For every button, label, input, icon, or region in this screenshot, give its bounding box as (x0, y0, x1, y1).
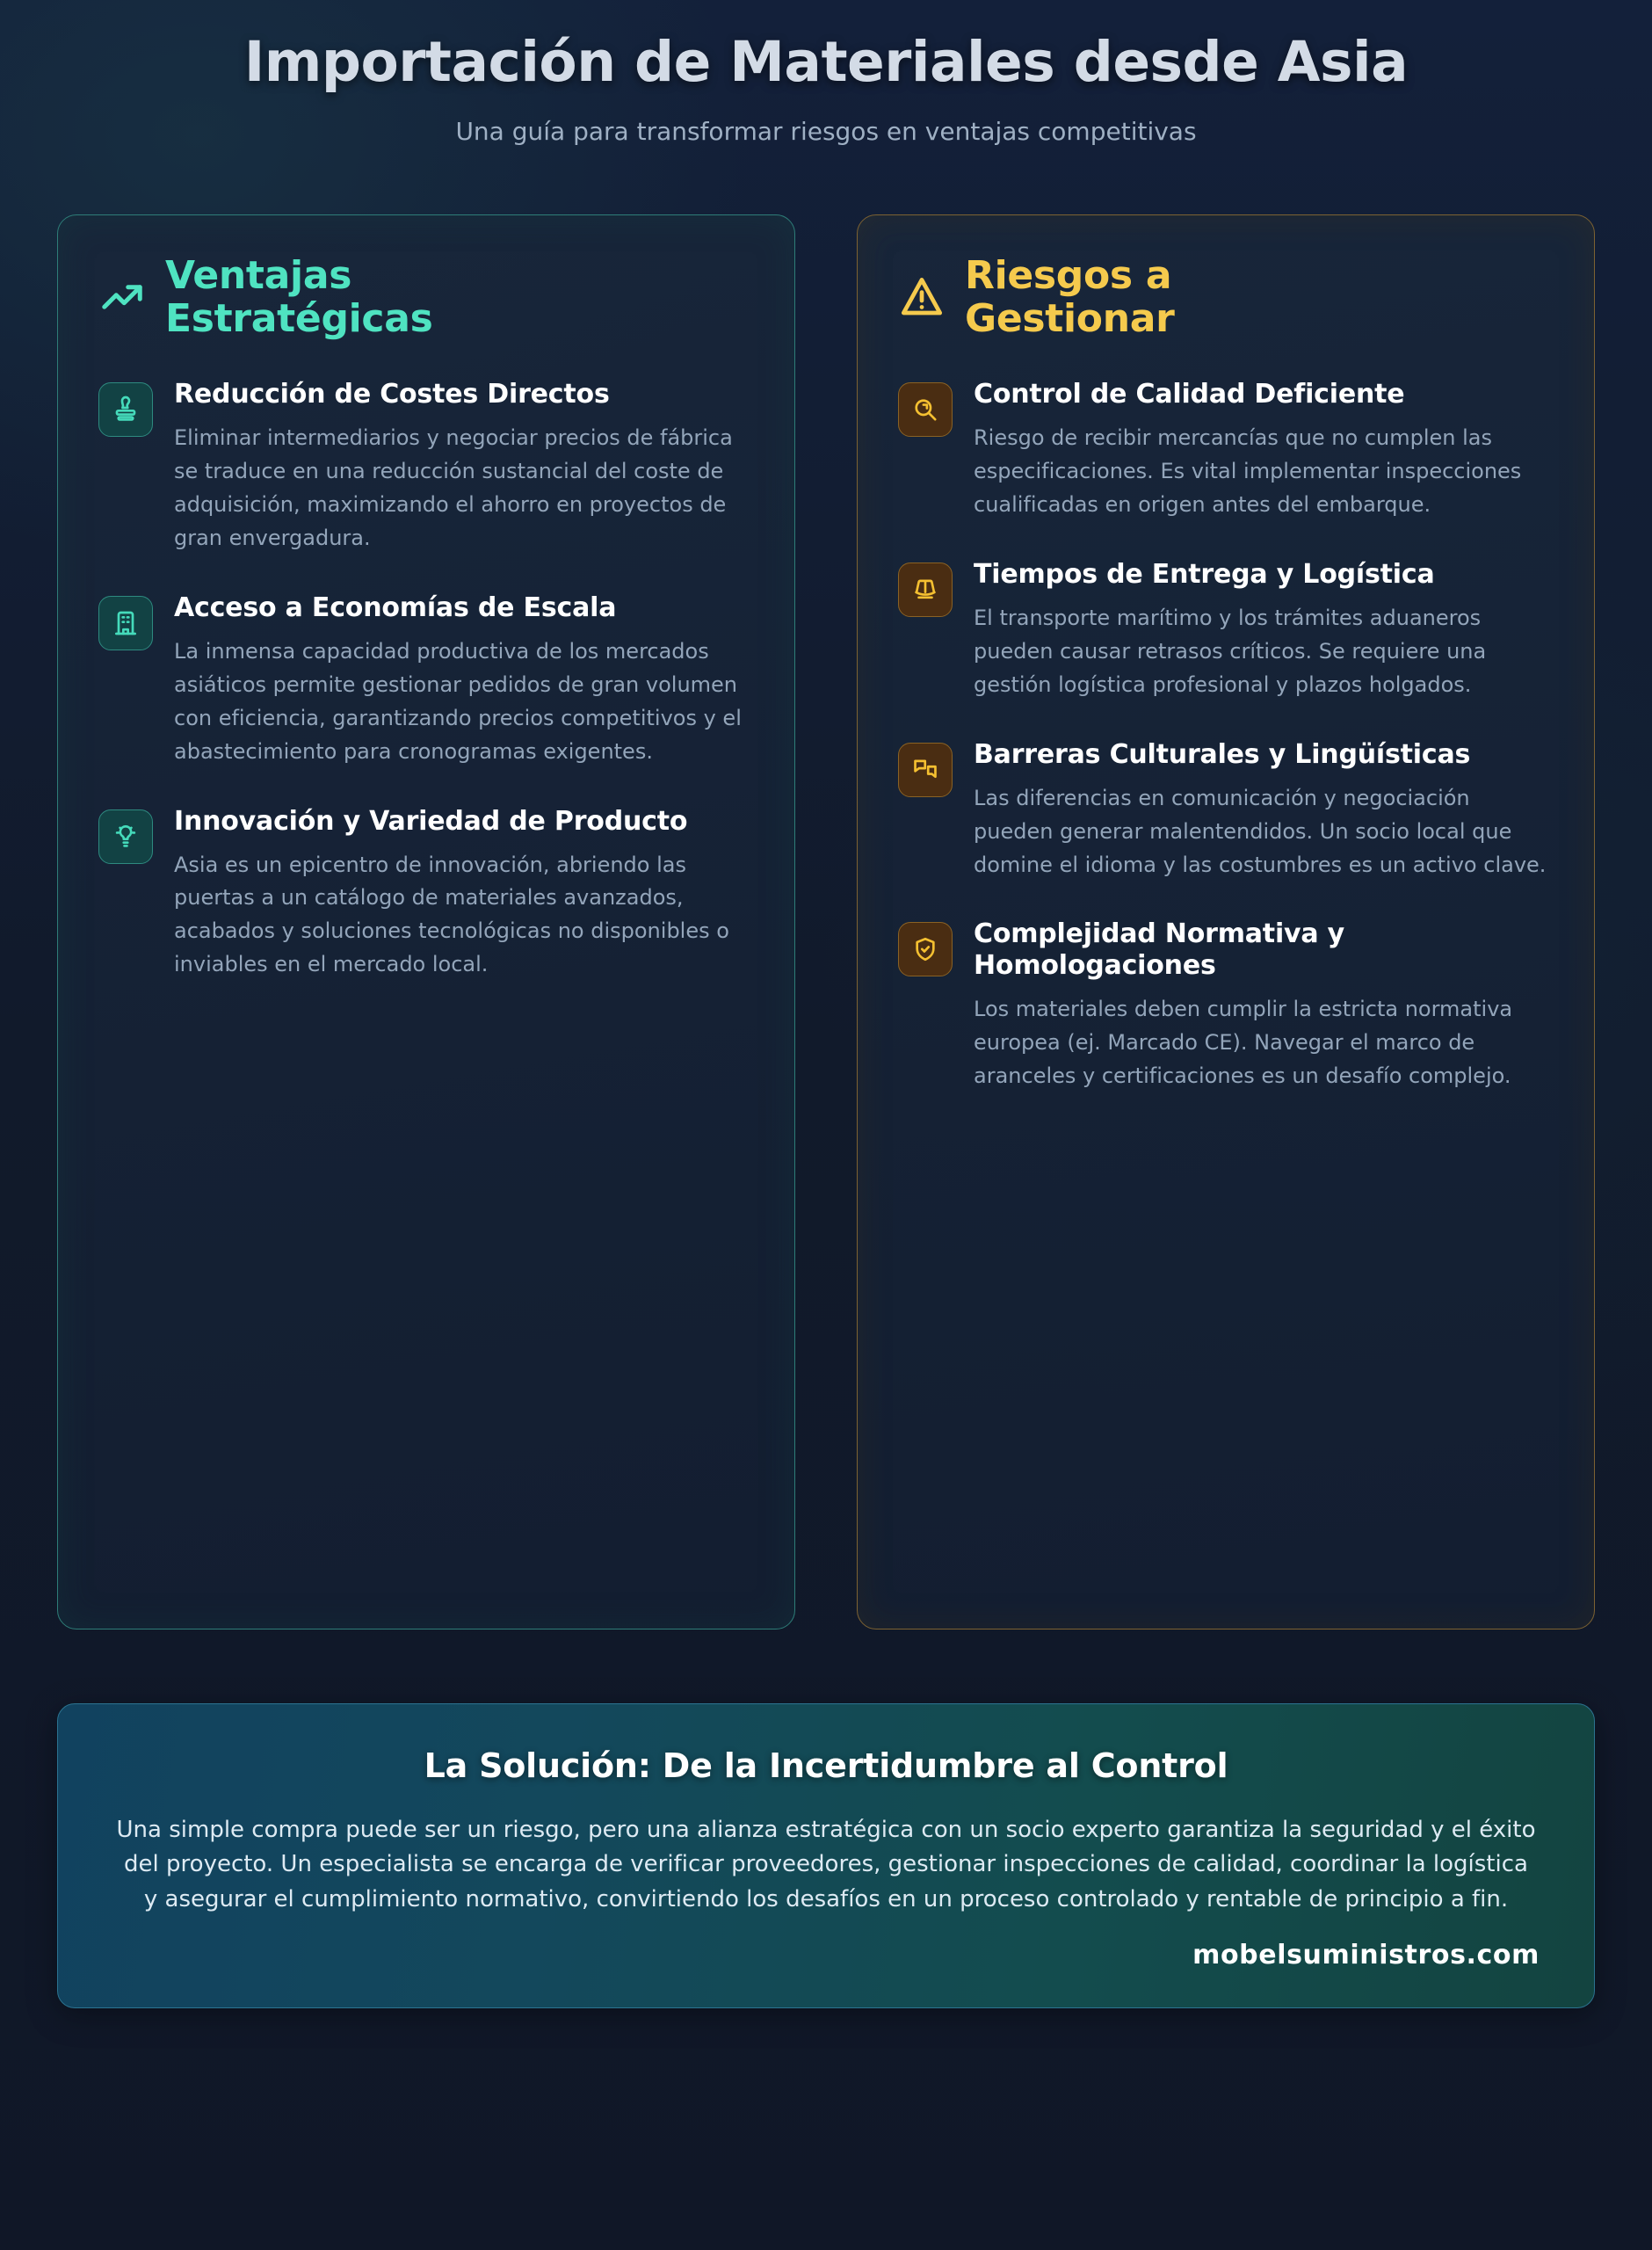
list-item-body: Eliminar intermediarios y negociar precios de fábrica se traduce en una reducción sustancial del coste de adquisición, maximizando el ahorro en proyectos de gran envergadura. (174, 425, 733, 551)
list-item-text (174, 379, 754, 555)
lightbulb-icon (112, 823, 140, 851)
list-item-text (974, 559, 1554, 702)
page-title: Importación de Materiales desde Asia (243, 30, 1409, 94)
page-subtitle: Una guía para transformar riesgos en ventajas competitivas (455, 116, 1197, 146)
list-item (98, 806, 754, 983)
list-item-text (174, 806, 754, 983)
list-item-body: El transporte marítimo y los trámites aduaneros pueden causar retrasos críticos. Se requiere una gestión logística profesional y plazos holgados. (974, 606, 1487, 697)
list-item-title: Tiempos de Entrega y Logística (974, 559, 1435, 591)
advantages-card-title: Ventajas Estratégicas (165, 252, 433, 342)
factory-building-icon (112, 609, 140, 637)
list-item-title: Control de Calidad Deficiente (974, 379, 1405, 410)
list-item-text (974, 379, 1554, 522)
risks-card-header (898, 254, 1554, 341)
shield-check-icon (911, 935, 939, 963)
list-item (898, 739, 1554, 882)
risks-card-title: Riesgos a Gestionar (965, 252, 1175, 342)
lightbulb-icon-box (98, 809, 153, 864)
list-item-title: Barreras Culturales y Lingüísticas (974, 738, 1471, 770)
solution-body: Una simple compra puede ser un riesgo, pero una alianza estratégica con un socio experto garantiza la seguridad y el éxito del proyecto. Un especialista se encarga de verificar proveedores, gestionar inspecciones de calidad, coordinar la logística y asegurar el cumplimiento normativo, convirtiendo los desafíos en un proceso controlado y rentable de principio a fin. (116, 1816, 1536, 1912)
list-item-title: Innovación y Variedad de Producto (174, 805, 688, 837)
cargo-ship-icon-box (898, 562, 953, 617)
magnifier-quality-icon (911, 396, 939, 424)
magnifier-quality-icon-box (898, 382, 953, 437)
speech-bubbles-icon (911, 756, 939, 784)
risks-card (857, 214, 1595, 1629)
list-item (898, 379, 1554, 522)
list-item-title: Reducción de Costes Directos (174, 379, 610, 410)
advantages-card-header (98, 254, 754, 341)
list-item-title: Acceso a Economías de Escala (174, 592, 617, 623)
shield-check-icon-box (898, 922, 953, 976)
list-item (898, 559, 1554, 702)
cargo-ship-icon (911, 576, 939, 604)
list-item (898, 918, 1554, 1093)
factory-building-icon-box (98, 596, 153, 650)
list-item (98, 379, 754, 555)
list-item-body: Riesgo de recibir mercancías que no cumplen las especificaciones. Es vital implementar inspecciones cualificadas en origen antes del embarque. (974, 425, 1522, 518)
page-header (57, 0, 1595, 146)
list-item (98, 592, 754, 769)
solution-banner (57, 1703, 1595, 2009)
list-item-text (974, 739, 1554, 882)
cards-row (57, 214, 1595, 1629)
list-item-text (174, 592, 754, 769)
list-item-body: Los materiales deben cumplir la estricta normativa europea (ej. Marcado CE). Navegar el marco de aranceles y certificaciones es un desafío complejo. (974, 997, 1513, 1089)
solution-title: La Solución: De la Incertidumbre al Control (424, 1746, 1228, 1785)
list-item-text (974, 918, 1554, 1093)
brand-website: mobelsuministros.com (1192, 1940, 1540, 1971)
stamp-icon (112, 396, 140, 424)
stamp-icon-box (98, 382, 153, 437)
warning-triangle-icon (898, 273, 946, 321)
advantages-card (57, 214, 795, 1629)
trending-up-icon (98, 273, 146, 321)
list-item-body: Asia es un epicentro de innovación, abriendo las puertas a un catálogo de materiales avanzados, acabados y soluciones tecnológicas no disponibles o inviables en el mercado local. (174, 852, 729, 977)
list-item-title: Complejidad Normativa y Homologaciones (974, 918, 1345, 982)
list-item-body: Las diferencias en comunicación y negociación pueden generar malentendidos. Un socio local que domine el idioma y las costumbres es un activo clave. (974, 785, 1547, 877)
list-item-body: La inmensa capacidad productiva de los mercados asiáticos permite gestionar pedidos de gran volumen con eficiencia, garantizando precios competitivos y el abastecimiento para cronogramas exigentes. (174, 638, 742, 764)
speech-bubbles-icon-box (898, 743, 953, 797)
